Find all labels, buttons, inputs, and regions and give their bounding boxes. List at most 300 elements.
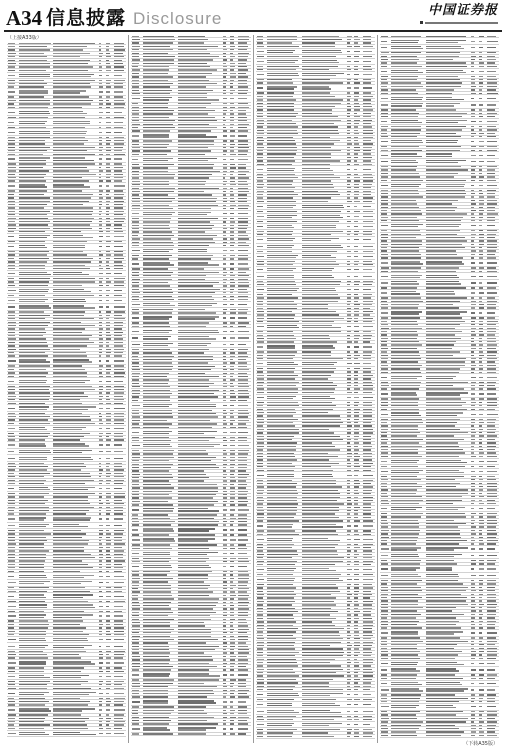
table-cell bbox=[98, 690, 105, 696]
table-cell bbox=[7, 613, 18, 619]
text-line bbox=[132, 53, 138, 54]
text-line bbox=[178, 338, 217, 339]
table-cell bbox=[105, 529, 113, 531]
table-cell bbox=[177, 180, 222, 182]
table-cell bbox=[52, 563, 97, 565]
table-cell bbox=[52, 637, 97, 643]
table-cell bbox=[131, 197, 142, 199]
text-line bbox=[19, 160, 46, 161]
table-cell bbox=[229, 163, 237, 165]
table-cell bbox=[177, 594, 222, 596]
text-line bbox=[106, 698, 110, 699]
table-cell bbox=[131, 604, 142, 606]
table-cell bbox=[237, 564, 250, 570]
text-line bbox=[230, 279, 234, 280]
text-line bbox=[19, 640, 46, 641]
text-line bbox=[223, 669, 227, 670]
table-row bbox=[7, 593, 126, 600]
table-cell bbox=[229, 403, 237, 409]
text-line bbox=[114, 194, 124, 195]
text-line bbox=[302, 56, 336, 57]
table-cell bbox=[131, 652, 142, 654]
table-cell bbox=[98, 660, 105, 666]
text-line bbox=[143, 198, 175, 199]
table-cell bbox=[52, 432, 97, 434]
text-line bbox=[53, 445, 89, 446]
text-line bbox=[19, 66, 50, 67]
text-line bbox=[143, 619, 174, 620]
text-line bbox=[132, 710, 138, 711]
text-line bbox=[178, 282, 220, 283]
text-line bbox=[99, 112, 103, 113]
text-line bbox=[8, 543, 16, 544]
text-line bbox=[178, 59, 213, 60]
table-cell bbox=[142, 591, 177, 593]
table-cell bbox=[362, 99, 375, 101]
table-cell bbox=[222, 500, 229, 502]
text-line bbox=[53, 667, 84, 668]
table-cell bbox=[222, 625, 229, 627]
table-cell bbox=[177, 248, 222, 254]
table-cell bbox=[18, 573, 53, 579]
text-line bbox=[238, 571, 247, 572]
table-cell bbox=[131, 611, 142, 613]
text-line bbox=[223, 238, 228, 239]
table-cell bbox=[256, 49, 267, 55]
text-line bbox=[114, 311, 125, 312]
table-cell bbox=[237, 443, 250, 449]
table-cell bbox=[142, 52, 177, 54]
table-cell bbox=[98, 96, 105, 98]
table-cell bbox=[18, 653, 53, 655]
text-line bbox=[230, 235, 234, 236]
table-cell bbox=[222, 308, 229, 310]
table-cell bbox=[177, 726, 222, 732]
table-cell bbox=[266, 79, 301, 81]
text-line bbox=[230, 359, 233, 360]
table-cell bbox=[98, 613, 105, 619]
text-line bbox=[53, 53, 89, 54]
table-cell bbox=[229, 126, 237, 128]
table-cell bbox=[362, 92, 375, 94]
table-cell bbox=[105, 704, 113, 706]
table-cell bbox=[222, 709, 229, 711]
text-line bbox=[132, 359, 139, 360]
table-cell bbox=[237, 153, 250, 155]
text-line bbox=[238, 174, 246, 175]
table-cell bbox=[7, 355, 18, 357]
text-line bbox=[114, 338, 123, 339]
table-cell bbox=[18, 294, 53, 296]
text-line bbox=[19, 307, 51, 308]
table-cell bbox=[229, 292, 237, 294]
text-line bbox=[143, 279, 172, 280]
table-cell bbox=[7, 224, 18, 226]
text-line bbox=[223, 344, 226, 345]
table-cell bbox=[229, 561, 237, 563]
table-cell bbox=[142, 581, 177, 583]
table-cell bbox=[229, 275, 237, 277]
text-line bbox=[230, 69, 234, 70]
text-line bbox=[132, 386, 139, 387]
text-line bbox=[230, 42, 234, 43]
text-line bbox=[8, 693, 15, 694]
text-line bbox=[19, 376, 46, 377]
table-cell bbox=[18, 49, 53, 51]
table-cell bbox=[229, 76, 237, 78]
text-line bbox=[223, 717, 227, 718]
table-cell bbox=[237, 254, 250, 256]
table-cell bbox=[131, 177, 142, 179]
table-cell bbox=[222, 659, 229, 661]
text-line bbox=[53, 274, 89, 275]
table-cell bbox=[353, 79, 361, 81]
table-cell bbox=[131, 679, 142, 681]
table-row bbox=[131, 328, 250, 335]
table-cell bbox=[142, 494, 177, 496]
text-line bbox=[238, 733, 246, 734]
table-cell bbox=[237, 379, 250, 381]
text-line bbox=[178, 652, 204, 653]
text-line bbox=[223, 144, 226, 145]
table-cell bbox=[18, 556, 53, 558]
table-cell bbox=[113, 546, 126, 548]
text-line bbox=[230, 258, 234, 259]
table-cell bbox=[131, 443, 142, 449]
text-line bbox=[178, 218, 219, 219]
text-line bbox=[143, 480, 169, 481]
table-cell bbox=[237, 689, 250, 691]
table-cell bbox=[7, 687, 18, 689]
table-cell bbox=[353, 82, 361, 84]
table-cell bbox=[131, 581, 142, 583]
table-cell bbox=[18, 385, 53, 387]
table-cell bbox=[229, 689, 237, 691]
text-line bbox=[132, 460, 138, 461]
text-line bbox=[99, 281, 102, 282]
table-cell bbox=[222, 201, 229, 203]
table-cell bbox=[222, 403, 229, 409]
text-line bbox=[143, 656, 169, 657]
text-line bbox=[106, 281, 112, 282]
text-line bbox=[106, 163, 110, 164]
table-cell bbox=[105, 570, 113, 572]
text-line bbox=[143, 373, 169, 374]
table-cell bbox=[362, 35, 375, 37]
text-line bbox=[143, 205, 169, 206]
table-cell bbox=[105, 119, 113, 125]
text-line bbox=[143, 242, 173, 243]
text-line bbox=[230, 571, 233, 572]
table-cell bbox=[105, 99, 113, 101]
text-line bbox=[223, 181, 227, 182]
table-cell bbox=[131, 308, 142, 310]
text-line bbox=[143, 63, 174, 64]
table-cell bbox=[222, 238, 229, 240]
text-line bbox=[223, 602, 226, 603]
table-cell bbox=[237, 527, 250, 533]
table-cell bbox=[142, 322, 177, 324]
table-cell bbox=[7, 643, 18, 649]
text-line bbox=[114, 684, 122, 685]
text-line bbox=[114, 204, 123, 205]
text-line bbox=[132, 379, 139, 380]
table-cell bbox=[256, 85, 267, 91]
table-cell bbox=[105, 415, 113, 417]
text-line bbox=[106, 620, 111, 621]
table-cell bbox=[222, 621, 229, 623]
text-line bbox=[19, 150, 47, 151]
text-line bbox=[178, 720, 208, 721]
table-cell bbox=[7, 506, 18, 508]
table-cell bbox=[237, 93, 250, 95]
table-cell bbox=[52, 523, 97, 529]
table-row bbox=[7, 449, 126, 456]
text-line bbox=[238, 437, 247, 438]
table-cell bbox=[222, 302, 229, 308]
table-cell bbox=[18, 163, 53, 165]
table-cell bbox=[98, 546, 105, 548]
table-cell bbox=[113, 180, 126, 182]
text-line bbox=[178, 46, 218, 47]
text-line bbox=[53, 338, 89, 339]
text-line bbox=[106, 681, 111, 682]
table-cell bbox=[131, 564, 142, 570]
text-line bbox=[8, 488, 14, 489]
table-cell bbox=[266, 72, 301, 78]
text-line bbox=[114, 399, 124, 400]
table-cell bbox=[105, 670, 113, 672]
table-cell bbox=[131, 473, 142, 475]
text-line bbox=[143, 144, 169, 145]
table-cell bbox=[113, 210, 126, 212]
text-line bbox=[178, 373, 205, 374]
text-line bbox=[106, 518, 110, 519]
table-cell bbox=[113, 657, 126, 659]
table-cell bbox=[222, 453, 229, 455]
table-cell bbox=[113, 261, 126, 263]
text-line bbox=[53, 493, 95, 494]
text-line bbox=[99, 436, 102, 437]
table-cell bbox=[237, 642, 250, 644]
table-cell bbox=[237, 577, 250, 579]
text-line bbox=[178, 632, 212, 633]
table-cell bbox=[131, 588, 142, 590]
table-cell bbox=[7, 714, 18, 716]
table-cell bbox=[7, 523, 18, 529]
table-cell bbox=[105, 281, 113, 283]
table-cell bbox=[237, 392, 250, 394]
table-cell bbox=[131, 577, 142, 579]
table-cell bbox=[18, 392, 53, 394]
text-line bbox=[223, 440, 227, 441]
text-line bbox=[99, 709, 102, 710]
table-cell bbox=[237, 190, 250, 192]
text-line bbox=[178, 416, 218, 417]
text-line bbox=[230, 130, 235, 131]
table-cell bbox=[105, 284, 113, 286]
table-cell bbox=[131, 527, 142, 533]
text-line bbox=[114, 560, 125, 561]
text-line bbox=[230, 663, 235, 664]
table-cell bbox=[105, 193, 113, 195]
text-line bbox=[230, 723, 234, 724]
table-cell bbox=[113, 419, 126, 421]
text-line bbox=[178, 521, 219, 522]
text-line bbox=[8, 634, 14, 635]
table-cell bbox=[105, 684, 113, 686]
table-cell bbox=[142, 466, 177, 468]
text-line bbox=[223, 514, 226, 515]
text-line bbox=[106, 439, 112, 440]
text-line bbox=[230, 497, 235, 498]
section-title-english: Disclosure bbox=[133, 9, 223, 28]
table-cell bbox=[142, 298, 177, 300]
table-cell bbox=[52, 630, 97, 632]
text-line bbox=[53, 554, 91, 555]
table-cell bbox=[105, 482, 113, 484]
table-cell bbox=[52, 623, 97, 625]
table-cell bbox=[177, 527, 222, 533]
text-line bbox=[114, 704, 123, 705]
text-line bbox=[53, 587, 85, 588]
text-line bbox=[99, 311, 102, 312]
text-line bbox=[53, 496, 88, 497]
text-line bbox=[178, 198, 217, 199]
table-cell bbox=[105, 183, 113, 189]
table-cell bbox=[301, 49, 346, 55]
text-line bbox=[19, 56, 47, 57]
table-cell bbox=[131, 72, 142, 74]
text-line bbox=[8, 419, 15, 420]
table-cell bbox=[222, 248, 229, 254]
table-cell bbox=[98, 573, 105, 579]
table-cell bbox=[237, 547, 250, 549]
table-cell bbox=[131, 665, 142, 667]
text-line bbox=[230, 602, 233, 603]
text-line bbox=[106, 376, 111, 377]
text-line bbox=[114, 66, 124, 67]
table-cell bbox=[229, 170, 237, 172]
text-line bbox=[230, 693, 234, 694]
table-cell bbox=[237, 352, 250, 354]
table-cell bbox=[131, 655, 142, 657]
table-cell bbox=[229, 389, 237, 391]
table-cell bbox=[18, 634, 53, 636]
text-line bbox=[178, 675, 220, 676]
table-cell bbox=[98, 620, 105, 622]
table-cell bbox=[237, 382, 250, 384]
table-cell bbox=[7, 56, 18, 58]
table-cell bbox=[237, 86, 250, 88]
table-cell bbox=[113, 153, 126, 155]
text-line bbox=[19, 281, 49, 282]
text-line bbox=[114, 80, 125, 81]
table-cell bbox=[18, 180, 53, 182]
table-cell bbox=[256, 95, 267, 97]
text-line bbox=[223, 598, 227, 599]
table-cell bbox=[237, 416, 250, 418]
table-cell bbox=[52, 129, 97, 135]
text-line bbox=[230, 272, 233, 273]
table-row bbox=[7, 603, 126, 610]
table-cell bbox=[98, 680, 105, 682]
text-line bbox=[8, 403, 16, 404]
text-line bbox=[132, 656, 140, 657]
table-cell bbox=[142, 79, 177, 81]
table-cell bbox=[98, 422, 105, 424]
table-cell bbox=[52, 687, 97, 689]
table-cell bbox=[142, 106, 177, 108]
table-cell bbox=[222, 123, 229, 125]
text-line bbox=[238, 669, 248, 670]
text-line bbox=[8, 56, 15, 57]
table-cell bbox=[18, 103, 53, 105]
table-cell bbox=[142, 551, 177, 557]
text-line bbox=[53, 194, 93, 195]
table-cell bbox=[229, 504, 237, 506]
table-cell bbox=[52, 657, 97, 659]
text-line bbox=[132, 413, 139, 414]
text-line bbox=[106, 513, 110, 514]
text-line bbox=[19, 507, 49, 508]
table-cell bbox=[7, 109, 18, 115]
text-line bbox=[19, 345, 49, 346]
listing-column-2 bbox=[128, 35, 252, 743]
text-line bbox=[178, 457, 216, 458]
text-line bbox=[238, 36, 248, 37]
text-line bbox=[230, 191, 233, 192]
text-line bbox=[178, 171, 220, 172]
text-line bbox=[114, 241, 122, 242]
table-cell bbox=[131, 358, 142, 360]
table-cell bbox=[98, 472, 105, 474]
text-line bbox=[230, 376, 233, 377]
text-line bbox=[230, 383, 233, 384]
text-line bbox=[99, 469, 103, 470]
table-cell bbox=[7, 298, 18, 304]
text-line bbox=[238, 386, 248, 387]
table-cell bbox=[105, 166, 113, 168]
table-cell bbox=[177, 514, 222, 516]
table-cell bbox=[131, 439, 142, 441]
table-cell bbox=[237, 82, 250, 84]
table-cell bbox=[222, 480, 229, 482]
text-line bbox=[19, 254, 47, 255]
table-cell bbox=[113, 345, 126, 347]
table-cell bbox=[113, 496, 126, 498]
text-line bbox=[53, 473, 89, 474]
table-cell bbox=[229, 399, 237, 401]
text-line bbox=[132, 693, 139, 694]
text-line bbox=[178, 585, 211, 586]
text-line bbox=[223, 509, 227, 510]
text-line bbox=[143, 312, 172, 313]
text-line bbox=[8, 571, 14, 572]
table-cell bbox=[142, 150, 177, 152]
table-cell bbox=[113, 536, 126, 538]
table-cell bbox=[18, 546, 53, 548]
table-cell bbox=[105, 634, 113, 636]
text-line bbox=[143, 457, 174, 458]
table-cell bbox=[98, 643, 105, 649]
text-line bbox=[223, 480, 227, 481]
table-cell bbox=[301, 55, 346, 57]
table-cell bbox=[222, 153, 229, 155]
text-line bbox=[238, 521, 247, 522]
text-line bbox=[230, 639, 235, 640]
text-line bbox=[230, 553, 234, 554]
